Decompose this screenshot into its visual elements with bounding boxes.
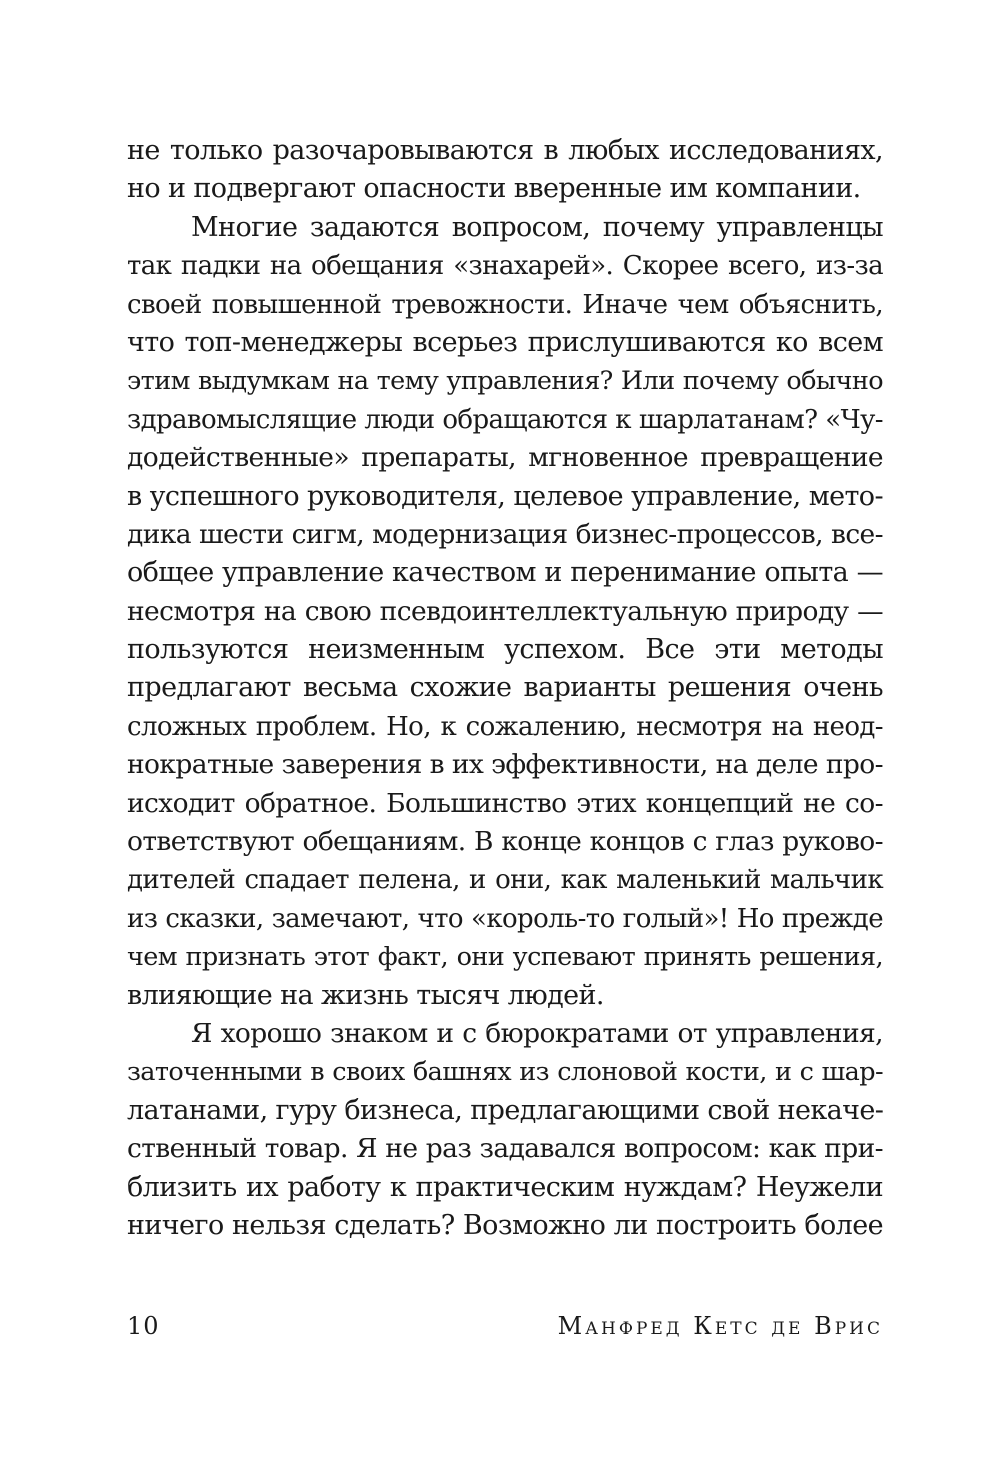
text-line: близить их работу к практическим нуждам? Неужели	[127, 1171, 883, 1203]
text-line: чем признать этот факт, они успевают принять решения,	[127, 942, 883, 973]
text-line: дителей спадает пелена, и они, как маленький мальчик	[127, 865, 883, 896]
text-line: не только разочаровываются в любых исследованиях,	[127, 135, 883, 166]
text-line: додейственные» препараты, мгновенное превращение	[127, 442, 883, 474]
text-line: латанами, гуру бизнеса, предлагающими свой некаче-	[127, 1094, 884, 1126]
text-line: так падки на обещания «знахарей». Скорее всего, из-за	[127, 251, 883, 282]
text-line: что топ-менеджеры всерьез прислушиваются ко всем	[127, 326, 883, 358]
text-line: своей повышенной тревожности. Иначе чем объяснить,	[127, 289, 883, 320]
page-footer	[127, 1306, 883, 1346]
text-line: в успешного руководителя, целевое управление, мето-	[127, 480, 883, 512]
paragraph-first-line: Я хорошо знаком и с бюрократами от управления,	[191, 1017, 883, 1049]
text-line: влияющие на жизнь тысяч людей.	[127, 979, 604, 1011]
text-line: ственный товар. Я не раз задавался вопросом: как при-	[127, 1133, 883, 1165]
text-line: дика шести сигм, модернизация бизнес-процессов, все-	[127, 518, 883, 550]
text-line: общее управление качеством и перенимание опыта —	[127, 557, 883, 589]
text-line: пользуются неизменным успехом. Все эти методы	[127, 634, 883, 666]
paragraph-first-line: Многие задаются вопросом, почему управленцы	[191, 211, 883, 243]
text-line: предлагают весьма схожие варианты решения очень	[127, 672, 883, 704]
body-text	[127, 132, 883, 1245]
text-line: несмотря на свою псевдоинтеллектуальную природу —	[127, 595, 883, 627]
text-line: из сказки, замечают, что «король-то голый»! Но прежде	[127, 903, 883, 934]
text-line: ничего нельзя сделать? Возможно ли построить более	[127, 1209, 883, 1241]
text-line: этим выдумкам на тему управления? Или почему обычно	[127, 366, 883, 397]
text-line: сложных проблем. Но, к сожалению, несмотря на неод-	[127, 711, 883, 742]
text-line: исходит обратное. Большинство этих концепций не со-	[127, 787, 883, 819]
running-head-author: Манфред Кетс де Врис	[557, 1312, 883, 1340]
text-line: здравомыслящие люди обращаются к шарлатанам? «Чу-	[127, 404, 883, 435]
text-line: но и подвергают опасности вверенные им компании.	[127, 173, 861, 205]
text-line: ответствуют обещаниям. В конце концов с глаз руково-	[127, 826, 883, 858]
text-line: заточенными в своих башнях из слоновой кости, и с шар-	[127, 1057, 883, 1088]
text-line: нократные заверения в их эффективности, на деле про-	[127, 749, 883, 781]
page-number: 10	[127, 1312, 160, 1340]
